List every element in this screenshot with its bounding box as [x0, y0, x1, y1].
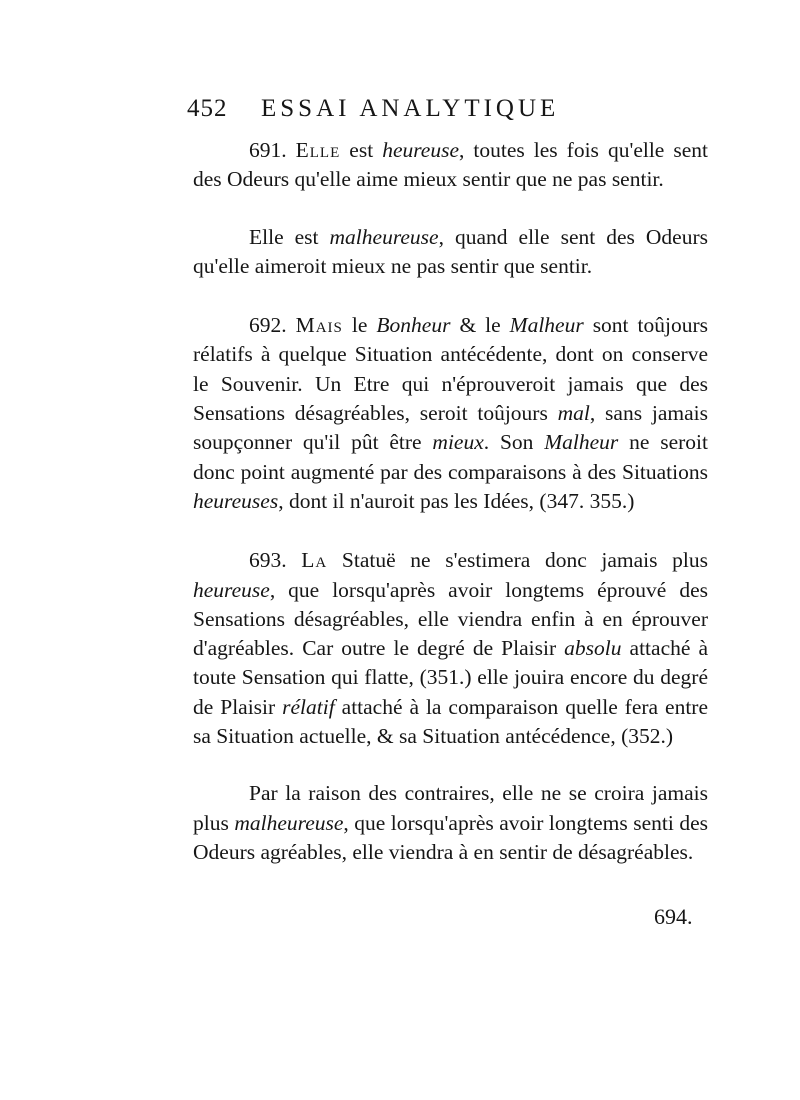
italic-term: mieux	[432, 430, 484, 455]
italic-term: Malheur	[509, 313, 584, 338]
running-head	[187, 92, 647, 126]
italic-term: rélatif	[282, 694, 335, 719]
paragraph-693: 693. La Statuë ne s'estimera donc jamais plus heureuse, que lorsqu'après avoir longtems éprouvé des Sensations désagréables, elle viendra enfin à en éprouver d'agréables. Car outre le degré de Plaisir absolu attaché à toute Sensation qui flatte, (351.) elle jouira encore du degré de Plaisir rélatif attaché à la comparaison quelle fera entre sa Situation actuelle, & sa Situation antécédence, (352.)	[193, 548, 709, 749]
paragraph-number: 692.	[249, 313, 287, 338]
catchword: 694.	[654, 904, 693, 929]
running-title: ESSAI ANALYTIQUE	[261, 95, 560, 122]
lead-word: Mais	[295, 313, 343, 338]
paragraph-number: 693.	[249, 548, 287, 573]
italic-term: Malheur	[544, 430, 619, 455]
lead-word: La	[301, 548, 328, 573]
paragraph-691: 691. Elle est heureuse, toutes les fois qu'elle sent des Odeurs qu'elle aime mieux sentir que ne pas sentir.	[193, 138, 708, 192]
lead-word: Elle	[295, 138, 341, 162]
italic-term: mal	[557, 401, 590, 426]
italic-term: heureuse	[382, 138, 460, 162]
italic-term: malheureuse	[329, 224, 439, 249]
paragraph-number: 691.	[249, 138, 287, 162]
page-number: 452	[187, 95, 228, 122]
italic-term: malheureuse	[234, 810, 344, 835]
italic-term: heureuses	[193, 488, 279, 513]
paragraph-691-continued: Elle est malheureuse, quand elle sent des Odeurs qu'elle aimeroit mieux ne pas sentir que sentir.	[193, 224, 708, 278]
italic-term: Bonheur	[376, 313, 451, 338]
italic-term: absolu	[564, 636, 622, 661]
italic-term: heureuse	[193, 577, 270, 602]
paragraph-692: 692. Mais le Bonheur & le Malheur sont toûjours rélatifs à quelque Situation antécédente, dont on conserve le Souvenir. Un Etre qui n'éprouveroit jamais que des Sensations désagréables, seroit toûjours mal, sans jamais soupçonner qu'il pût être mieux. Son Malheur ne seroit donc point augmenté par des comparaisons à des Situations heureuses, dont il n'auroit pas les Idées, (347. 355.)	[193, 313, 709, 513]
paragraph-693-continued: Par la raison des contraires, elle ne se croira jamais plus malheureuse, que lorsqu'après avoir longtems senti des Odeurs agréables, elle viendra à en sentir de désagréables.	[193, 781, 708, 864]
body-text	[193, 136, 708, 867]
